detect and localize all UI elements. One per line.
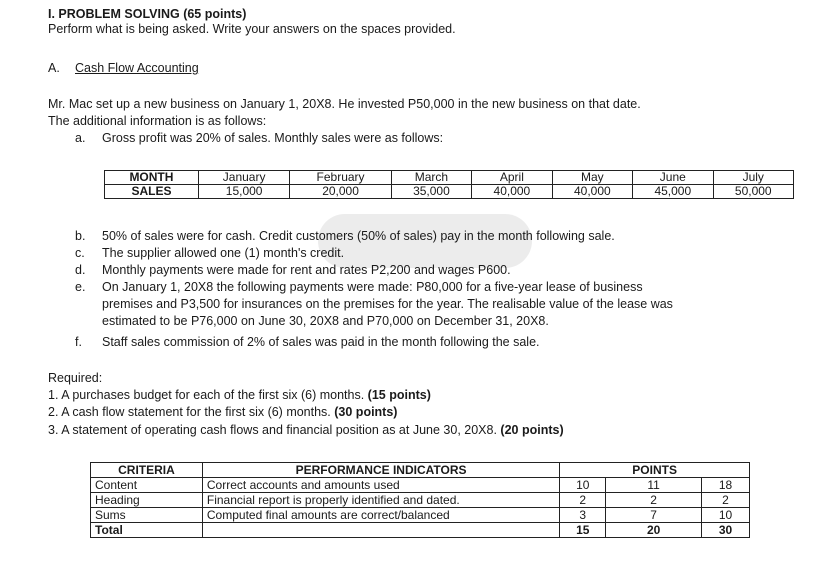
required-item-points: (20 points) bbox=[500, 423, 564, 437]
item-a-marker: a. bbox=[75, 131, 86, 145]
points-cell: 11 bbox=[606, 478, 702, 493]
criteria-cell: Sums bbox=[91, 508, 203, 523]
required-item-2 bbox=[48, 404, 397, 420]
item-e-text-line-3: estimated to be P76,000 on June 30, 20X8 and P70,000 on December 31, 20X8. bbox=[102, 314, 549, 328]
month-cell: April bbox=[472, 171, 552, 185]
points-cell: 2 bbox=[606, 493, 702, 508]
item-a-text: Gross profit was 20% of sales. Monthly sales were as follows: bbox=[102, 131, 444, 145]
subsection-letter: A. bbox=[48, 61, 60, 75]
total-points-cell: 30 bbox=[702, 523, 750, 538]
required-item-3 bbox=[48, 422, 564, 438]
item-c-marker: c. bbox=[75, 246, 85, 260]
subsection-title: Cash Flow Accounting bbox=[75, 61, 199, 75]
item-e-text-line-1: On January 1, 20X8 the following payments were made: P80,000 for a five-year lease of business bbox=[102, 280, 643, 294]
indicator-cell: Computed final amounts are correct/balanced bbox=[202, 508, 559, 523]
sales-cell: 20,000 bbox=[290, 185, 391, 199]
required-item-number: 2. bbox=[48, 405, 59, 419]
item-b-marker: b. bbox=[75, 229, 86, 243]
points-cell: 7 bbox=[606, 508, 702, 523]
item-c-text: The supplier allowed one (1) month's credit. bbox=[102, 246, 345, 260]
month-cell: January bbox=[198, 171, 290, 185]
intro-line-2: The additional information is as follows: bbox=[48, 114, 267, 128]
points-cell: 10 bbox=[560, 478, 606, 493]
rubric-header-row bbox=[91, 463, 750, 478]
required-item-1 bbox=[48, 387, 431, 403]
criteria-header: CRITERIA bbox=[91, 463, 203, 478]
points-cell: 2 bbox=[560, 493, 606, 508]
rubric-row bbox=[91, 493, 750, 508]
required-item-number: 1. bbox=[48, 388, 59, 402]
required-item-text: A statement of operating cash flows and financial position as at June 30, 20X8. bbox=[61, 423, 497, 437]
month-cell: March bbox=[391, 171, 471, 185]
required-label: Required: bbox=[48, 371, 103, 385]
points-cell: 18 bbox=[702, 478, 750, 493]
instructions: Perform what is being asked. Write your answers on the spaces provided. bbox=[48, 22, 456, 36]
indicators-header: PERFORMANCE INDICATORS bbox=[202, 463, 559, 478]
rubric-row bbox=[91, 478, 750, 493]
criteria-cell: Content bbox=[91, 478, 203, 493]
month-cell: May bbox=[552, 171, 632, 185]
total-label: Total bbox=[91, 523, 203, 538]
month-cell: July bbox=[713, 171, 793, 185]
item-d-marker: d. bbox=[75, 263, 86, 277]
month-row bbox=[105, 171, 794, 185]
indicator-cell: Financial report is properly identified and dated. bbox=[202, 493, 559, 508]
sales-cell: 40,000 bbox=[472, 185, 552, 199]
required-item-number: 3. bbox=[48, 423, 59, 437]
sales-cell: 35,000 bbox=[391, 185, 471, 199]
month-cell: February bbox=[290, 171, 391, 185]
item-f-marker: f. bbox=[75, 335, 82, 349]
row-label-month: MONTH bbox=[105, 171, 199, 185]
month-cell: June bbox=[633, 171, 713, 185]
item-e-text-line-2: premises and P3,500 for insurances on the premises for the year. The realisable value of the lease was bbox=[102, 297, 673, 311]
sales-cell: 50,000 bbox=[713, 185, 793, 199]
row-label-sales: SALES bbox=[105, 185, 199, 199]
total-points-cell: 15 bbox=[560, 523, 606, 538]
rubric-table bbox=[90, 462, 750, 538]
item-e-marker: e. bbox=[75, 280, 86, 294]
rubric-total-row bbox=[91, 523, 750, 538]
required-item-text: A purchases budget for each of the first six (6) months. bbox=[61, 388, 365, 402]
intro-line-1: Mr. Mac set up a new business on January 1, 20X8. He invested P50,000 in the new business on that date. bbox=[48, 97, 641, 111]
sales-cell: 15,000 bbox=[198, 185, 290, 199]
total-points-cell: 20 bbox=[606, 523, 702, 538]
points-cell: 10 bbox=[702, 508, 750, 523]
points-cell: 2 bbox=[702, 493, 750, 508]
indicator-cell: Correct accounts and amounts used bbox=[202, 478, 559, 493]
required-item-points: (30 points) bbox=[334, 405, 398, 419]
section-title: I. PROBLEM SOLVING (65 points) bbox=[48, 7, 247, 21]
item-b-text: 50% of sales were for cash. Credit customers (50% of sales) pay in the month following sale. bbox=[102, 229, 615, 243]
item-f-text: Staff sales commission of 2% of sales was paid in the month following the sale. bbox=[102, 335, 540, 349]
sales-row bbox=[105, 185, 794, 199]
total-indicator-cell bbox=[202, 523, 559, 538]
required-item-points: (15 points) bbox=[367, 388, 431, 402]
item-d-text: Monthly payments were made for rent and rates P2,200 and wages P600. bbox=[102, 263, 511, 277]
required-item-text: A cash flow statement for the first six (6) months. bbox=[61, 405, 331, 419]
points-cell: 3 bbox=[560, 508, 606, 523]
points-header: POINTS bbox=[560, 463, 750, 478]
sales-cell: 45,000 bbox=[633, 185, 713, 199]
criteria-cell: Heading bbox=[91, 493, 203, 508]
monthly-sales-table bbox=[104, 170, 794, 199]
sales-cell: 40,000 bbox=[552, 185, 632, 199]
rubric-row bbox=[91, 508, 750, 523]
